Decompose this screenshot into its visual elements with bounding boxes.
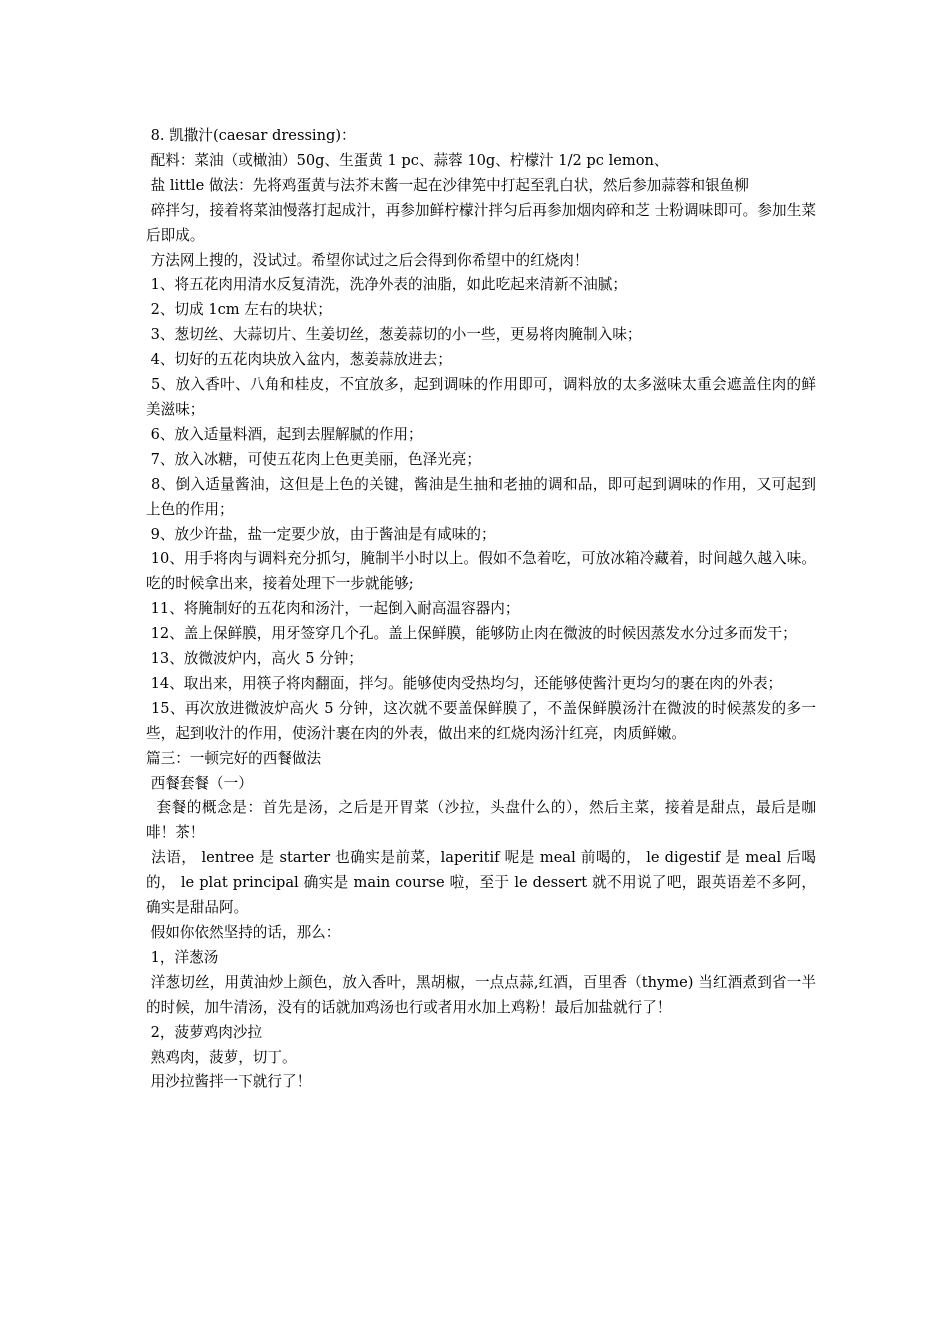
paragraph: 盐 little 做法：先将鸡蛋黄与法芥末酱一起在沙律筅中打起至乳白状，然后参加蒜蓉和银鱼柳: [146, 176, 749, 194]
paragraph: 1、将五花肉用清水反复清洗，洗净外表的油脂，如此吃起来清新不油腻；: [146, 276, 627, 294]
paragraph: 12、盖上保鲜膜，用牙签穿几个孔。盖上保鲜膜，能够防止肉在微波的时候因蒸发水分过多而发干；: [146, 625, 797, 643]
paragraph: 配料：菜油（或橄油）50g、生蛋黄 1 pc、蒜蓉 10g、柠檬汁 1/2 pc lemon、: [146, 151, 669, 169]
paragraph: 熟鸡肉，菠萝，切丁。: [146, 1048, 297, 1066]
paragraph: 碎拌匀，接着将菜油慢落打起成汁，再参加鲜柠檬汁拌匀后再参加烟肉碎和芝 士粉调味即可。参加生菜后即成。: [146, 201, 816, 244]
paragraph: 8、倒入适量酱油，这但是上色的关键，酱油是生抽和老抽的调和品，即可起到调味的作用，又可起到上色的作用；: [146, 475, 816, 518]
paragraph: 4、切好的五花肉块放入盆内，葱姜蒜放进去；: [146, 351, 452, 369]
paragraph: 3、葱切丝、大蒜切片、生姜切丝，葱姜蒜切的小一些，更易将肉腌制入味；: [146, 326, 642, 344]
paragraph: 5、放入香叶、八角和桂皮，不宜放多，起到调味的作用即可，调料放的太多滋味太重会遮盖住肉的鲜美滋味；: [146, 376, 816, 418]
paragraph: 9、放少许盐，盐一定要少放，由于酱油是有咸味的；: [146, 525, 496, 543]
paragraph: 7、放入冰糖，可使五花肉上色更美丽，色泽光亮；: [146, 450, 481, 468]
paragraph: 法语， lentree 是 starter 也确实是前菜，laperitif 呢是 meal 前喝的， le digestif 是 meal 后喝的， le plat principal 确实是 main course 啦，至于 le dessert 就不用说了吧，跟英语差不多阿，确实是甜品阿。: [146, 849, 817, 917]
paragraph: 洋葱切丝，用黄油炒上颜色，放入香叶，黑胡椒，一点点蒜,红酒，百里香（thyme) 当红酒煮到省一半的时候，加牛清汤，没有的话就加鸡汤也行或者用水加上鸡粉！最后加盐就行了！: [146, 973, 816, 1016]
paragraph: 假如你依然坚持的话，那么：: [146, 924, 341, 941]
paragraph: 14、取出来，用筷子将肉翻面，拌匀。能够使肉受热均匀，还能够使酱汁更均匀的裹在肉的外表；: [146, 674, 783, 692]
paragraph: 11、将腌制好的五花肉和汤汁，一起倒入耐高温容器内；: [146, 600, 520, 618]
paragraph: 13、放微波炉内，高火 5 分钟；: [146, 650, 363, 668]
document-body: [146, 124, 816, 1095]
paragraph: 10、用手将肉与调料充分抓匀，腌制半小时以上。假如不急着吃，可放冰箱冷藏着，时间越久越入味。吃的时候拿出来，接着处理下一步就能够;: [146, 550, 817, 593]
paragraph: 方法网上搜的，没试过。希望你试过之后会得到你希望中的红烧肉！: [146, 251, 589, 269]
paragraph: 8. 凯撒汁(caesar dressing)：: [146, 127, 356, 144]
paragraph: 套餐的概念是：首先是汤，之后是开胃菜（沙拉，头盘什么的），然后主菜，接着是甜点，最后是咖啡！茶！: [146, 799, 816, 842]
paragraph: 15、再次放进微波炉高火 5 分钟，这次就不要盖保鲜膜了，不盖保鲜膜汤汁在微波的时候蒸发的多一些，起到收汁的作用，使汤汁裹在肉的外表，做出来的红烧肉汤汁红亮，肉质鲜嫩。: [146, 699, 817, 742]
paragraph: 2、切成 1cm 左右的块状；: [146, 301, 332, 319]
paragraph: 西餐套餐（一）: [146, 774, 253, 792]
paragraph: 1，洋葱汤: [146, 948, 219, 966]
paragraph: 2，菠萝鸡肉沙拉: [146, 1023, 263, 1041]
paragraph: 用沙拉酱拌一下就行了！: [146, 1073, 312, 1091]
paragraph: 6、放入适量料酒，起到去腥解腻的作用；: [146, 425, 423, 443]
section-heading: 篇三：一顿完好的西餐做法: [146, 749, 322, 767]
